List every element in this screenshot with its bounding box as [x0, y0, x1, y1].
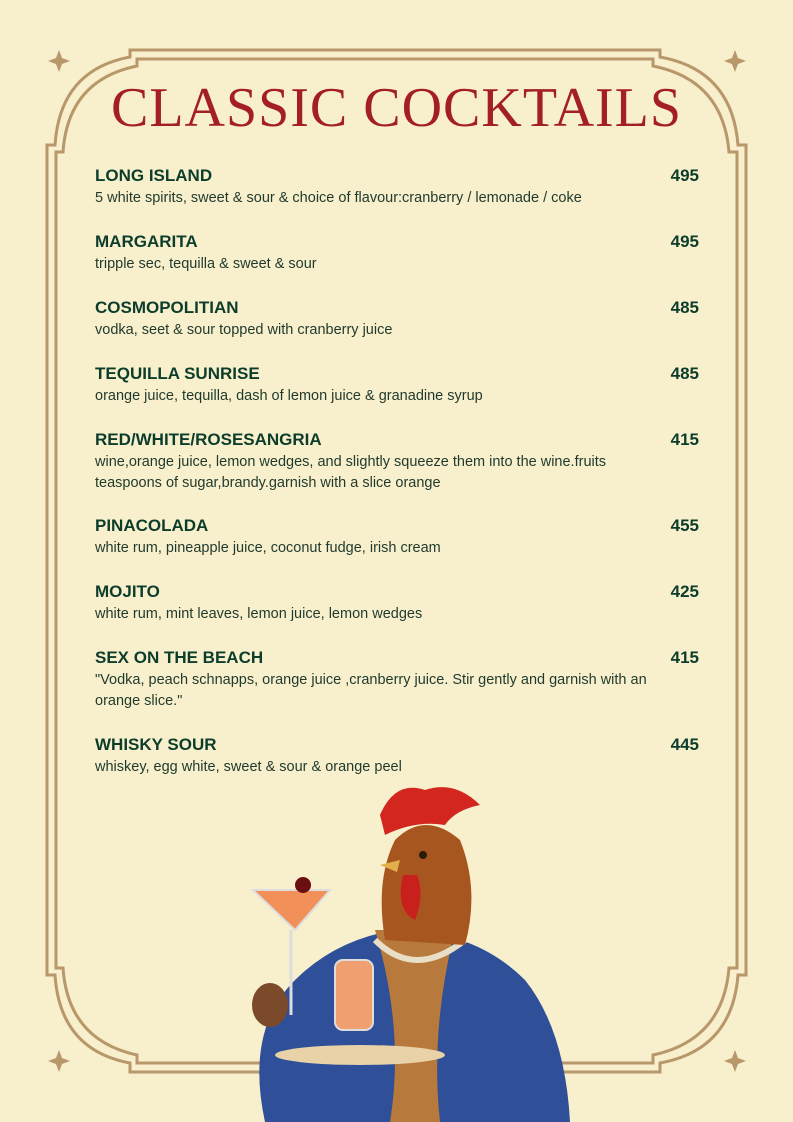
item-description: whiskey, egg white, sweet & sour & orange peel — [95, 759, 402, 775]
page-title: CLASSIC COCKTAILS — [110, 77, 683, 139]
item-price: 425 — [670, 582, 699, 601]
item-price: 485 — [670, 298, 699, 317]
cocktail-menu — [95, 166, 699, 801]
item-price: 455 — [670, 516, 699, 535]
menu-item — [95, 298, 699, 364]
star-ornament-icon — [48, 50, 70, 72]
star-ornament-icon — [724, 50, 746, 72]
menu-item — [95, 648, 699, 735]
item-description: wine,orange juice, lemon wedges, and slightly squeeze them into the wine.fruits teaspoons of sugar,brandy.garnish with a slice orange — [95, 454, 607, 491]
item-name: MOJITO — [95, 582, 160, 601]
star-ornament-icon — [724, 1050, 746, 1072]
item-description: "Vodka, peach schnapps, orange juice ,cranberry juice. Stir gently and garnish with an orange slice." — [95, 672, 647, 709]
star-ornament-icon — [48, 1050, 70, 1072]
menu-item — [95, 582, 699, 648]
item-price: 415 — [670, 430, 699, 449]
item-name: MARGARITA — [95, 232, 198, 251]
menu-item — [95, 166, 699, 232]
menu-item — [95, 430, 699, 516]
item-description: tripple sec, tequilla & sweet & sour — [95, 256, 317, 272]
menu-item — [95, 232, 699, 298]
item-name: TEQUILLA SUNRISE — [95, 364, 260, 383]
item-price: 495 — [670, 232, 699, 251]
menu-item — [95, 364, 699, 430]
item-name: RED/WHITE/ROSESANGRIA — [95, 430, 322, 449]
item-name: WHISKY SOUR — [95, 735, 217, 754]
item-description: white rum, pineapple juice, coconut fudge, irish cream — [95, 540, 441, 556]
menu-item — [95, 516, 699, 582]
item-name: PINACOLADA — [95, 516, 209, 535]
item-name: LONG ISLAND — [95, 166, 213, 185]
item-price: 415 — [670, 648, 699, 667]
item-description: vodka, seet & sour topped with cranberry juice — [95, 322, 393, 338]
item-description: 5 white spirits, sweet & sour & choice of flavour:cranberry / lemonade / coke — [95, 190, 582, 206]
rooster-waiter-illustration — [225, 780, 585, 1122]
item-name: COSMOPOLITIAN — [95, 298, 239, 317]
item-price: 495 — [670, 166, 699, 185]
item-price: 485 — [670, 364, 699, 383]
item-price: 445 — [670, 735, 699, 754]
item-name: SEX ON THE BEACH — [95, 648, 264, 667]
item-description: orange juice, tequilla, dash of lemon juice & granadine syrup — [95, 388, 483, 404]
item-description: white rum, mint leaves, lemon juice, lemon wedges — [95, 606, 423, 622]
